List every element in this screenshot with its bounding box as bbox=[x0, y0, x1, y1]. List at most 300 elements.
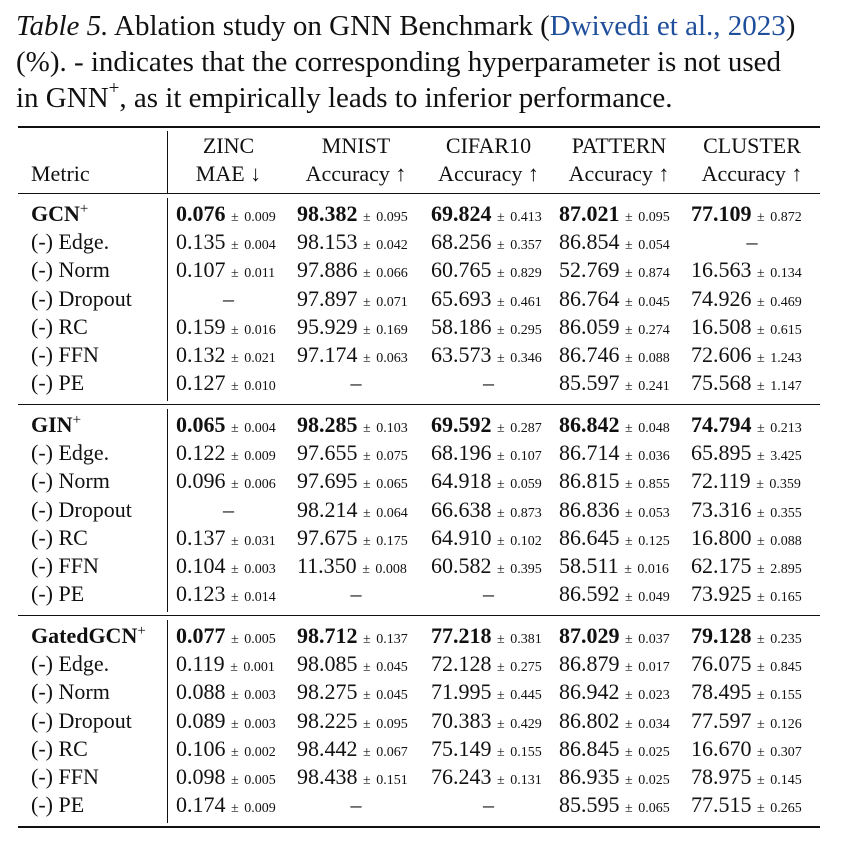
table-cell bbox=[559, 707, 670, 739]
metric-name: Accuracy ↑ bbox=[438, 161, 539, 186]
plus-minus-sign: ± bbox=[363, 688, 371, 704]
plus-minus-sign: ± bbox=[231, 716, 239, 732]
cell-std: 0.003 bbox=[244, 716, 276, 732]
row-label bbox=[31, 735, 88, 763]
cell-value: 98.442 bbox=[297, 735, 358, 761]
cell-std: 0.017 bbox=[638, 660, 670, 676]
cell-std: 0.615 bbox=[770, 322, 802, 338]
cell-value: 0.159 bbox=[176, 313, 226, 339]
metric-name: Accuracy ↑ bbox=[568, 161, 670, 186]
plus-minus-sign: ± bbox=[757, 322, 765, 338]
cell-value: 78.975 bbox=[691, 764, 752, 789]
cell-std: 0.004 bbox=[244, 421, 276, 436]
table-cell bbox=[297, 524, 408, 556]
plus-minus-sign: ± bbox=[231, 801, 239, 817]
plus-minus-sign: ± bbox=[497, 688, 505, 704]
row-label bbox=[31, 791, 84, 819]
cell-std: 0.025 bbox=[638, 773, 670, 788]
table-row bbox=[0, 341, 844, 369]
plus-minus-sign: ± bbox=[625, 744, 633, 760]
plus-minus-sign: ± bbox=[625, 632, 633, 647]
table-cell bbox=[431, 496, 542, 528]
table-cell bbox=[176, 707, 276, 739]
table-cell bbox=[297, 200, 408, 232]
table-cell bbox=[431, 622, 542, 654]
empty-cell: – bbox=[483, 370, 494, 396]
table-cell bbox=[431, 524, 542, 556]
table-cell bbox=[691, 200, 802, 232]
top-rule bbox=[18, 126, 820, 128]
cell-std: 0.095 bbox=[376, 210, 408, 225]
cell-std: 0.095 bbox=[376, 716, 408, 732]
table-cell bbox=[176, 791, 276, 823]
cell-std: 0.274 bbox=[638, 322, 670, 338]
row-label bbox=[31, 580, 84, 608]
table-cell bbox=[559, 496, 670, 528]
row-label-text: (-) PE bbox=[31, 370, 85, 396]
plus-minus-sign: ± bbox=[625, 449, 633, 465]
plus-minus-sign: ± bbox=[757, 773, 765, 788]
cell-value: 0.096 bbox=[176, 468, 226, 494]
plus-minus-sign: ± bbox=[625, 773, 633, 788]
cell-std: 0.346 bbox=[510, 351, 542, 366]
row-label bbox=[31, 552, 99, 580]
table-row bbox=[0, 735, 844, 763]
column-separator bbox=[167, 131, 168, 193]
table-row bbox=[0, 650, 844, 678]
cell-std: 0.016 bbox=[637, 562, 669, 577]
cell-value: 0.104 bbox=[176, 553, 226, 578]
cell-std: 0.045 bbox=[376, 688, 408, 704]
table-row bbox=[0, 678, 844, 706]
cell-std: 0.036 bbox=[638, 449, 670, 465]
table-cell bbox=[431, 341, 542, 373]
cell-std: 0.307 bbox=[770, 744, 802, 760]
cell-value: 86.942 bbox=[559, 679, 620, 705]
table-cell bbox=[691, 524, 802, 556]
cell-value: 97.897 bbox=[297, 285, 358, 311]
plus-minus-sign: ± bbox=[497, 562, 505, 577]
table-cell bbox=[176, 256, 275, 288]
table-cell bbox=[691, 467, 801, 499]
table-cell bbox=[176, 622, 276, 654]
row-label bbox=[31, 650, 109, 678]
table-cell bbox=[559, 735, 670, 767]
cell-std: 0.010 bbox=[244, 379, 276, 395]
plus-minus-sign: ± bbox=[363, 477, 371, 493]
cell-value: 65.693 bbox=[431, 285, 492, 311]
cell-value: 86.836 bbox=[559, 496, 620, 522]
cell-value: 66.638 bbox=[431, 496, 492, 522]
cell-std: 0.131 bbox=[510, 773, 542, 788]
cell-value: 74.794 bbox=[691, 412, 752, 437]
table-row bbox=[0, 467, 844, 495]
column-header-cluster bbox=[691, 132, 813, 188]
table-cell bbox=[691, 580, 802, 612]
plus-minus-sign: ± bbox=[363, 773, 371, 788]
table-row bbox=[0, 411, 844, 439]
cell-value: 76.243 bbox=[431, 764, 492, 789]
cell-value: 0.065 bbox=[176, 412, 226, 437]
cell-std: 0.003 bbox=[244, 562, 276, 577]
table-cell bbox=[691, 285, 802, 317]
row-label-superscript: + bbox=[137, 623, 146, 639]
plus-minus-sign: ± bbox=[624, 562, 632, 577]
table-cell bbox=[559, 369, 670, 401]
table-row bbox=[0, 256, 844, 284]
row-label-text: (-) FFN bbox=[31, 342, 99, 367]
cell-value: 62.175 bbox=[691, 553, 752, 578]
plus-minus-sign: ± bbox=[363, 505, 371, 521]
plus-minus-sign: ± bbox=[625, 210, 633, 225]
plus-minus-sign: ± bbox=[231, 632, 239, 647]
table-cell bbox=[559, 622, 670, 654]
plus-minus-sign: ± bbox=[231, 449, 239, 465]
cell-std: 0.137 bbox=[376, 632, 408, 647]
cell-std: 0.042 bbox=[376, 238, 408, 254]
table-cell bbox=[691, 313, 802, 345]
cell-std: 0.001 bbox=[243, 660, 275, 676]
cell-std: 0.873 bbox=[510, 505, 542, 521]
dataset-name: CIFAR10 bbox=[445, 133, 532, 158]
cell-std: 3.425 bbox=[770, 449, 802, 465]
table-row bbox=[0, 524, 844, 552]
plus-minus-sign: ± bbox=[757, 632, 765, 647]
cell-value: 86.935 bbox=[559, 764, 620, 789]
table-cell bbox=[176, 735, 276, 767]
empty-cell: – bbox=[350, 581, 362, 607]
cell-std: 0.071 bbox=[376, 294, 408, 310]
empty-cell: – bbox=[223, 496, 234, 522]
cell-std: 0.145 bbox=[770, 773, 802, 788]
plus-minus-sign: ± bbox=[231, 351, 239, 366]
table-cell bbox=[297, 678, 408, 710]
cell-value: 0.107 bbox=[176, 257, 226, 283]
plus-minus-sign: ± bbox=[231, 210, 239, 225]
cell-value: 86.802 bbox=[559, 707, 620, 733]
dataset-name: CLUSTER bbox=[703, 133, 801, 158]
column-header-pattern bbox=[559, 132, 679, 188]
cell-std: 0.295 bbox=[510, 322, 542, 338]
cell-value: 98.085 bbox=[297, 651, 358, 677]
cell-value: 60.765 bbox=[431, 257, 492, 283]
plus-minus-sign: ± bbox=[363, 744, 371, 760]
cell-std: 0.134 bbox=[770, 266, 802, 282]
cell-value: 0.076 bbox=[176, 201, 226, 226]
table-cell bbox=[559, 411, 670, 443]
plus-minus-sign: ± bbox=[231, 266, 239, 282]
table-cell bbox=[691, 763, 802, 795]
plus-minus-sign: ± bbox=[363, 238, 371, 254]
cell-value: 98.153 bbox=[297, 229, 358, 255]
plus-minus-sign: ± bbox=[231, 590, 239, 606]
plus-minus-sign: ± bbox=[231, 421, 239, 436]
plus-minus-sign: ± bbox=[625, 294, 633, 310]
cell-std: 0.053 bbox=[638, 505, 670, 521]
table-label: Table 5. bbox=[16, 10, 109, 42]
plus-minus-sign: ± bbox=[497, 449, 505, 465]
table-cell bbox=[691, 622, 802, 654]
row-label bbox=[31, 496, 132, 524]
table-cell bbox=[431, 228, 542, 260]
cell-value: 0.127 bbox=[176, 370, 226, 396]
cell-value: 11.350 bbox=[297, 553, 357, 578]
cell-std: 0.021 bbox=[244, 351, 276, 366]
cell-value: 0.089 bbox=[176, 707, 226, 733]
table-cell bbox=[559, 285, 670, 317]
cell-std: 0.155 bbox=[770, 688, 802, 704]
table-cell bbox=[176, 313, 276, 345]
table-cell bbox=[559, 439, 670, 471]
cell-value: 63.573 bbox=[431, 342, 492, 367]
cell-std: 0.009 bbox=[244, 801, 276, 817]
table-cell bbox=[297, 763, 408, 795]
row-label-text: GatedGCN bbox=[31, 623, 138, 648]
cell-value: 60.582 bbox=[431, 553, 492, 578]
plus-minus-sign: ± bbox=[497, 294, 505, 310]
cell-std: 0.155 bbox=[510, 744, 542, 760]
plus-minus-sign: ± bbox=[757, 379, 765, 395]
empty-cell: – bbox=[350, 370, 362, 396]
cell-std: 0.065 bbox=[376, 477, 408, 493]
table-row bbox=[0, 552, 844, 580]
row-label bbox=[31, 524, 88, 552]
cell-std: 0.002 bbox=[244, 744, 276, 760]
plus-minus-sign: ± bbox=[625, 533, 633, 549]
table-cell bbox=[691, 650, 802, 682]
cell-std: 0.065 bbox=[638, 801, 670, 817]
cell-value: 58.186 bbox=[431, 313, 492, 339]
cell-std: 0.016 bbox=[244, 322, 276, 338]
table-row bbox=[0, 622, 844, 650]
row-label-text: (-) RC bbox=[31, 313, 88, 339]
table-cell bbox=[176, 341, 276, 373]
cell-std: 1.147 bbox=[770, 379, 802, 395]
row-label bbox=[31, 707, 132, 735]
cell-std: 0.125 bbox=[638, 533, 670, 549]
cell-value: 0.122 bbox=[176, 440, 226, 466]
row-label-superscript: + bbox=[72, 412, 82, 428]
dataset-name: MNIST bbox=[321, 133, 391, 158]
cell-value: 70.383 bbox=[431, 707, 492, 733]
table-cell bbox=[297, 285, 408, 317]
cell-value: 97.675 bbox=[297, 524, 358, 550]
cell-value: 77.109 bbox=[691, 201, 752, 226]
cell-std: 0.265 bbox=[770, 801, 802, 817]
table-cell bbox=[176, 467, 276, 499]
row-label bbox=[31, 411, 81, 439]
metric-name: Accuracy ↑ bbox=[701, 161, 803, 186]
cell-value: 77.218 bbox=[431, 623, 492, 648]
cell-value: 0.174 bbox=[176, 792, 226, 818]
plus-minus-sign: ± bbox=[231, 322, 239, 338]
table-cell bbox=[297, 467, 408, 499]
column-header-zinc bbox=[176, 132, 281, 188]
plus-minus-sign: ± bbox=[497, 238, 505, 254]
table-cell bbox=[176, 580, 276, 612]
table-cell bbox=[176, 228, 276, 260]
cell-value: 0.137 bbox=[176, 524, 226, 550]
cell-value: 86.842 bbox=[559, 412, 620, 437]
row-label-text: (-) Norm bbox=[31, 257, 110, 283]
cell-std: 0.059 bbox=[510, 477, 542, 493]
plus-minus-sign: ± bbox=[363, 210, 371, 225]
dataset-name: PATTERN bbox=[571, 133, 667, 158]
plus-minus-sign: ± bbox=[231, 379, 239, 395]
cell-std: 0.031 bbox=[244, 533, 276, 549]
table-cell bbox=[559, 256, 670, 288]
cell-std: 0.381 bbox=[510, 632, 542, 647]
table-cell bbox=[559, 678, 670, 710]
plus-minus-sign: ± bbox=[757, 590, 765, 606]
table-cell bbox=[431, 439, 542, 471]
plus-minus-sign: ± bbox=[757, 421, 765, 436]
cell-value: 98.712 bbox=[297, 623, 358, 648]
plus-minus-sign: ± bbox=[363, 660, 371, 676]
row-label-text: (-) RC bbox=[31, 735, 88, 761]
group-rule-1 bbox=[18, 404, 820, 405]
table-cell bbox=[559, 341, 670, 373]
empty-cell: – bbox=[350, 792, 362, 818]
column-header-cifar10 bbox=[431, 132, 546, 188]
cell-std: 0.067 bbox=[376, 744, 408, 760]
row-label-text: (-) Edge. bbox=[31, 229, 110, 255]
cell-std: 1.243 bbox=[770, 351, 802, 366]
table-cell bbox=[559, 580, 670, 612]
cell-value: 78.495 bbox=[691, 679, 752, 705]
plus-minus-sign: ± bbox=[231, 477, 239, 493]
empty-cell: – bbox=[483, 792, 494, 818]
cell-value: 86.879 bbox=[559, 651, 620, 677]
row-label-superscript: + bbox=[79, 201, 89, 217]
row-label bbox=[31, 341, 99, 369]
cell-value: 68.196 bbox=[431, 440, 492, 466]
plus-minus-sign: ± bbox=[625, 716, 633, 732]
plus-minus-sign: ± bbox=[625, 590, 633, 606]
empty-cell: – bbox=[746, 229, 758, 255]
row-label bbox=[31, 467, 110, 495]
cell-value: 74.926 bbox=[691, 285, 752, 311]
cell-value: 98.275 bbox=[297, 679, 358, 705]
row-label-text: (-) Edge. bbox=[31, 651, 110, 677]
cell-value: 86.845 bbox=[559, 735, 620, 761]
cell-value: 72.119 bbox=[691, 468, 751, 494]
plus-minus-sign: ± bbox=[231, 562, 239, 577]
row-label-text: (-) RC bbox=[31, 524, 88, 550]
plus-minus-sign: ± bbox=[757, 449, 765, 465]
table-cell bbox=[431, 467, 542, 499]
row-label bbox=[31, 622, 146, 650]
cell-std: 0.095 bbox=[638, 210, 670, 225]
table-cell bbox=[176, 678, 276, 710]
cell-std: 0.014 bbox=[244, 590, 276, 606]
row-label bbox=[31, 678, 110, 706]
cell-std: 0.102 bbox=[510, 533, 542, 549]
cell-value: 0.132 bbox=[176, 342, 226, 367]
table-cell bbox=[176, 439, 276, 471]
plus-minus-sign: ± bbox=[363, 449, 371, 465]
cell-std: 0.103 bbox=[376, 421, 408, 436]
cell-value: 97.655 bbox=[297, 440, 358, 466]
row-label-text: (-) FFN bbox=[31, 553, 99, 578]
cell-value: 85.595 bbox=[559, 792, 620, 818]
plus-minus-sign: ± bbox=[497, 210, 505, 225]
table-cell bbox=[431, 650, 542, 682]
table-row bbox=[0, 763, 844, 791]
plus-minus-sign: ± bbox=[497, 716, 505, 732]
cell-std: 0.003 bbox=[244, 688, 276, 704]
table-row bbox=[0, 791, 844, 819]
cell-value: 0.123 bbox=[176, 581, 226, 607]
table-cell bbox=[297, 341, 408, 373]
row-label-text: GIN bbox=[31, 412, 73, 437]
cell-std: 0.175 bbox=[376, 533, 408, 549]
row-label bbox=[31, 763, 99, 791]
cell-value: 68.256 bbox=[431, 229, 492, 255]
cell-value: 64.918 bbox=[431, 468, 492, 494]
cell-std: 0.445 bbox=[510, 688, 542, 704]
table-cell bbox=[559, 524, 670, 556]
cell-std: 0.165 bbox=[770, 590, 802, 606]
plus-minus-sign: ± bbox=[497, 266, 505, 282]
table-cell bbox=[297, 496, 408, 528]
plus-minus-sign: ± bbox=[757, 533, 765, 549]
table-cell bbox=[691, 439, 802, 471]
cell-std: 0.287 bbox=[510, 421, 542, 436]
cell-value: 98.382 bbox=[297, 201, 358, 226]
cell-value: 86.714 bbox=[559, 440, 620, 466]
header-rule bbox=[18, 193, 820, 194]
row-label bbox=[31, 369, 84, 397]
cell-std: 0.009 bbox=[244, 210, 276, 225]
cell-value: 73.925 bbox=[691, 581, 752, 607]
plus-minus-sign: ± bbox=[497, 744, 505, 760]
cell-value: 16.563 bbox=[691, 257, 752, 283]
cell-std: 0.005 bbox=[244, 773, 276, 788]
cell-std: 0.241 bbox=[638, 379, 670, 395]
cell-std: 0.235 bbox=[770, 632, 802, 647]
table-cell bbox=[176, 524, 276, 556]
table-cell bbox=[559, 200, 670, 232]
cell-value: 79.128 bbox=[691, 623, 752, 648]
row-label bbox=[31, 256, 110, 284]
cell-value: 98.214 bbox=[297, 496, 358, 522]
cell-value: 64.910 bbox=[431, 524, 492, 550]
cell-std: 0.359 bbox=[769, 477, 801, 493]
cell-value: 69.824 bbox=[431, 201, 492, 226]
table-cell bbox=[176, 650, 275, 682]
cell-value: 76.075 bbox=[691, 651, 752, 677]
table-cell bbox=[691, 341, 802, 373]
plus-minus-sign: ± bbox=[625, 421, 633, 436]
cell-std: 0.126 bbox=[770, 716, 802, 732]
cell-value: 77.515 bbox=[691, 792, 752, 818]
cell-value: 0.119 bbox=[176, 651, 225, 677]
citation-link[interactable]: Dwivedi et al., 2023 bbox=[549, 10, 786, 42]
cell-value: 52.769 bbox=[559, 257, 620, 283]
cell-std: 0.054 bbox=[638, 238, 670, 254]
cell-value: 72.128 bbox=[431, 651, 492, 677]
plus-minus-sign: ± bbox=[625, 379, 633, 395]
cell-std: 0.049 bbox=[638, 590, 670, 606]
cell-value: 86.854 bbox=[559, 229, 620, 255]
table-cell bbox=[431, 285, 542, 317]
cell-std: 0.872 bbox=[770, 210, 802, 225]
group-rule-2 bbox=[18, 615, 820, 616]
plus-minus-sign: ± bbox=[625, 351, 633, 366]
caption-text-end: ) bbox=[785, 10, 796, 42]
cell-std: 0.025 bbox=[638, 744, 670, 760]
